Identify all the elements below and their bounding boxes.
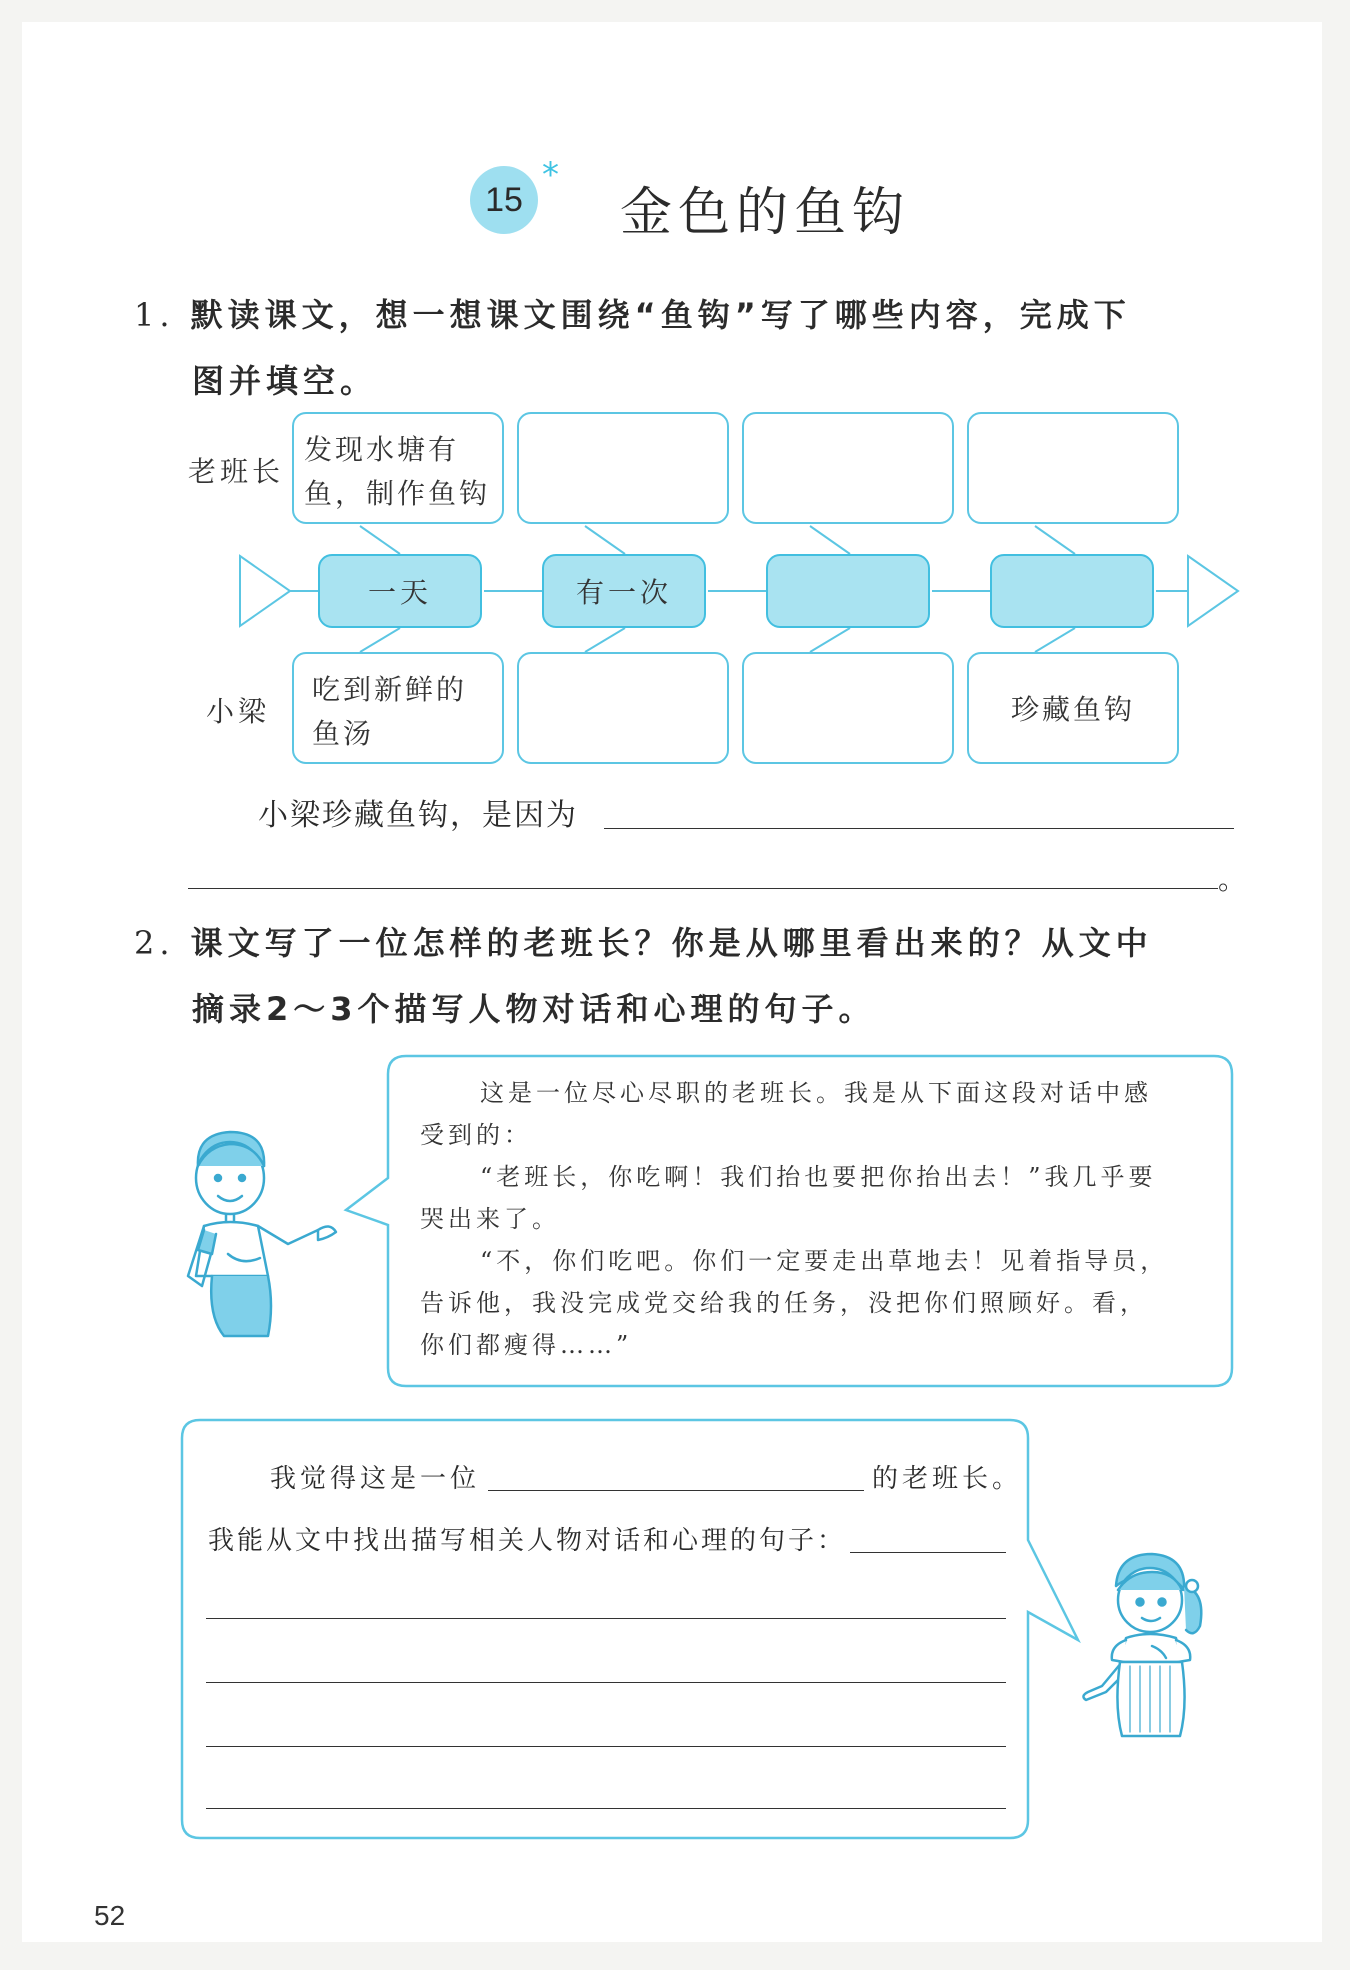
example-line-2: 受到的：	[420, 1121, 532, 1149]
lesson-star-mark: *	[542, 155, 559, 195]
answer-line-blank-6[interactable]	[206, 1808, 1006, 1809]
question-2-text: 课文写了一位怎样的老班长？你是从哪里看出来的？从文中	[190, 924, 1153, 962]
example-line-4: 哭出来了。	[420, 1205, 560, 1233]
answer-line-1-prefix: 我觉得这是一位	[270, 1464, 481, 1494]
bottom-cell-1-line-2: 鱼汤	[312, 717, 375, 750]
fill-prompt: 小梁珍藏鱼钩，是因为	[258, 798, 578, 833]
answer-blank-1[interactable]	[488, 1490, 864, 1491]
question-1-line-2: 图并填空。	[192, 362, 378, 400]
girl-illustration	[1066, 1546, 1226, 1746]
timeline-box-1: 一天	[318, 554, 482, 628]
page-number: 52	[94, 1900, 126, 1931]
fill-end-mark: 。	[1218, 863, 1247, 896]
example-line-3: “老班长，你吃啊！我们抬也要把你抬出去！”我几乎要	[480, 1163, 1157, 1191]
question-1-text: 默读课文，想一想课文围绕“鱼钩”写了哪些内容，完成下	[190, 296, 1131, 334]
row-label-xiaoliang: 小梁	[206, 695, 271, 728]
top-cell-1-line-1: 发现水塘有	[304, 433, 460, 466]
row-label-old-squad-leader: 老班长	[188, 455, 285, 488]
bottom-cell-1-line-1: 吃到新鲜的	[312, 673, 468, 706]
question-2-number: 2.	[134, 924, 175, 962]
lesson-title: 金色的鱼钩	[620, 183, 911, 243]
example-line-5: “不，你们吃吧。你们一定要走出草地去！见着指导员，	[480, 1247, 1169, 1275]
answer-line-blank-3[interactable]	[206, 1618, 1006, 1619]
example-line-7: 你们都瘦得……”	[420, 1331, 633, 1359]
example-line-6: 告诉他，我没完成党交给我的任务，没把你们照顾好。看，	[420, 1289, 1148, 1317]
lesson-number-badge: 15	[470, 166, 538, 234]
answer-line-blank-4[interactable]	[206, 1682, 1006, 1683]
bottom-cell-4-text: 珍藏鱼钩	[1010, 693, 1135, 726]
top-cell-1-line-2: 鱼，制作鱼钩	[304, 477, 491, 510]
question-1-number: 1.	[134, 296, 175, 334]
answer-line-1-suffix: 的老班长。	[872, 1464, 1023, 1494]
answer-line-blank-5[interactable]	[206, 1746, 1006, 1747]
question-2-line-2: 摘录2～3个描写人物对话和心理的句子。	[192, 990, 876, 1028]
answer-blank-2[interactable]	[850, 1552, 1006, 1553]
example-line-1: 这是一位尽心尽职的老班长。我是从下面这段对话中感	[480, 1079, 1152, 1107]
timeline-box-2: 有一次	[542, 554, 706, 628]
answer-line-2: 我能从文中找出描写相关人物对话和心理的句子：	[208, 1526, 847, 1556]
